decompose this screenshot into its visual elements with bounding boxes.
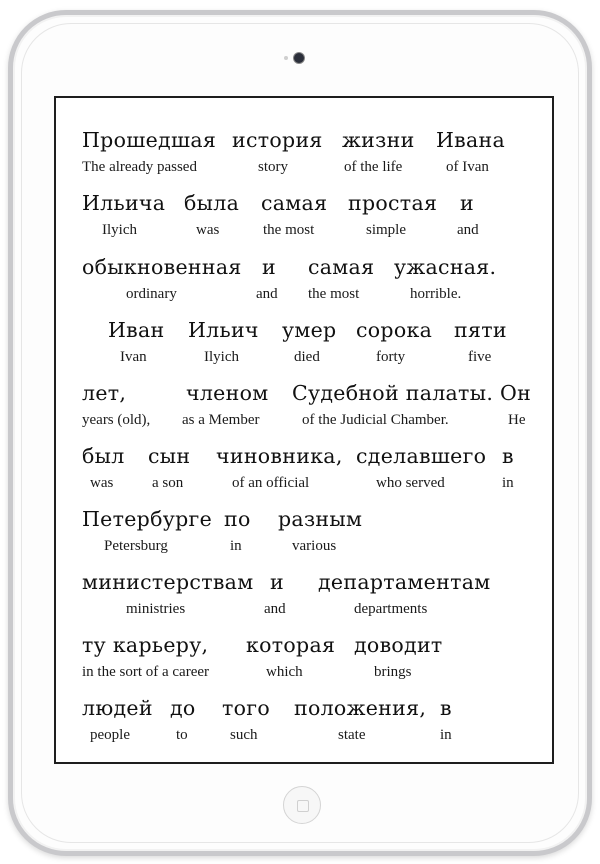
english-gloss: five (468, 349, 492, 365)
english-gloss: was (196, 222, 220, 238)
english-gloss: people (90, 727, 130, 743)
russian-word: в (502, 444, 514, 468)
english-gloss: various (292, 538, 337, 554)
russian-word: самая (308, 255, 375, 279)
english-gloss: and (457, 222, 479, 238)
russian-word: по (224, 507, 251, 531)
russian-word: людей (82, 696, 153, 720)
english-gloss: of the Judicial Chamber. (302, 412, 449, 428)
russian-word: Петербурге (82, 507, 213, 531)
english-gloss: to (176, 727, 188, 743)
text-line (56, 381, 552, 441)
home-button[interactable] (283, 786, 321, 824)
russian-word: до (170, 696, 196, 720)
russian-word: и (460, 191, 474, 215)
russian-word: положения, (294, 696, 427, 720)
english-gloss: Ilyich (102, 222, 137, 238)
russian-word: ужасная. (394, 255, 497, 279)
english-gloss: The already passed (82, 159, 197, 175)
russian-word: которая (246, 633, 336, 657)
english-gloss: of Ivan (446, 159, 489, 175)
english-gloss: forty (376, 349, 406, 365)
text-line (56, 255, 552, 315)
russian-word: Иван (108, 318, 165, 342)
russian-word: была (184, 191, 240, 215)
english-gloss: of the life (344, 159, 403, 175)
text-line (56, 318, 552, 378)
english-gloss: horrible. (410, 286, 462, 302)
russian-word: в (440, 696, 452, 720)
russian-word: разным (278, 507, 363, 531)
russian-word: Ильич (188, 318, 259, 342)
russian-word: того (222, 696, 270, 720)
text-line (56, 191, 552, 251)
text-line (56, 128, 552, 188)
english-gloss: was (90, 475, 114, 491)
russian-word: Судебной палаты. (292, 381, 494, 405)
english-gloss: Ilyich (204, 349, 239, 365)
english-gloss: departments (354, 601, 428, 617)
english-gloss: brings (374, 664, 412, 680)
russian-word: министерствам (82, 570, 254, 594)
russian-word: сорока (356, 318, 433, 342)
russian-word: чиновника, (216, 444, 343, 468)
english-gloss: died (294, 349, 320, 365)
text-line (56, 570, 552, 630)
russian-word: Ивана (436, 128, 506, 152)
english-gloss: in (230, 538, 242, 554)
reader-screen (54, 96, 554, 764)
english-gloss: which (266, 664, 303, 680)
english-gloss: years (old), (82, 412, 151, 428)
russian-word: Ильича (82, 191, 166, 215)
english-gloss: the most (263, 222, 315, 238)
light-sensor (284, 56, 288, 60)
russian-word: обыкновенная (82, 255, 242, 279)
russian-word: сын (148, 444, 191, 468)
english-gloss: of an official (232, 475, 310, 491)
russian-word: сделавшего (356, 444, 487, 468)
russian-word: ту карьеру, (82, 633, 209, 657)
english-gloss: the most (308, 286, 360, 302)
english-gloss: who served (376, 475, 445, 491)
text-line (56, 696, 552, 756)
russian-word: умер (282, 318, 337, 342)
russian-word: жизни (342, 128, 415, 152)
russian-word: лет, (82, 381, 127, 405)
text-line (56, 444, 552, 504)
russian-word: простая (348, 191, 438, 215)
text-line (56, 633, 552, 693)
english-gloss: a son (152, 475, 184, 491)
english-gloss: state (338, 727, 366, 743)
english-gloss: in (502, 475, 514, 491)
english-gloss: ministries (126, 601, 186, 617)
russian-word: пяти (454, 318, 507, 342)
russian-word: департаментам (318, 570, 491, 594)
english-gloss: He (508, 412, 526, 428)
english-gloss: as a Member (182, 412, 260, 428)
english-gloss: and (256, 286, 278, 302)
english-gloss: in (440, 727, 452, 743)
english-gloss: and (264, 601, 286, 617)
front-camera (294, 53, 304, 63)
english-gloss: simple (366, 222, 406, 238)
text-line (56, 507, 552, 567)
russian-word: доводит (354, 633, 443, 657)
english-gloss: ordinary (126, 286, 177, 302)
english-gloss: story (258, 159, 288, 175)
russian-word: был (82, 444, 125, 468)
russian-word: членом (186, 381, 269, 405)
russian-word: история (232, 128, 323, 152)
russian-word: самая (261, 191, 328, 215)
home-square-icon (297, 800, 309, 812)
english-gloss: Petersburg (104, 538, 168, 554)
russian-word: Прошедшая (82, 128, 217, 152)
russian-word: и (270, 570, 284, 594)
russian-word: Он (500, 381, 532, 405)
english-gloss: in the sort of a career (82, 664, 210, 680)
english-gloss: such (230, 727, 258, 743)
english-gloss: Ivan (120, 349, 147, 365)
russian-word: и (262, 255, 276, 279)
